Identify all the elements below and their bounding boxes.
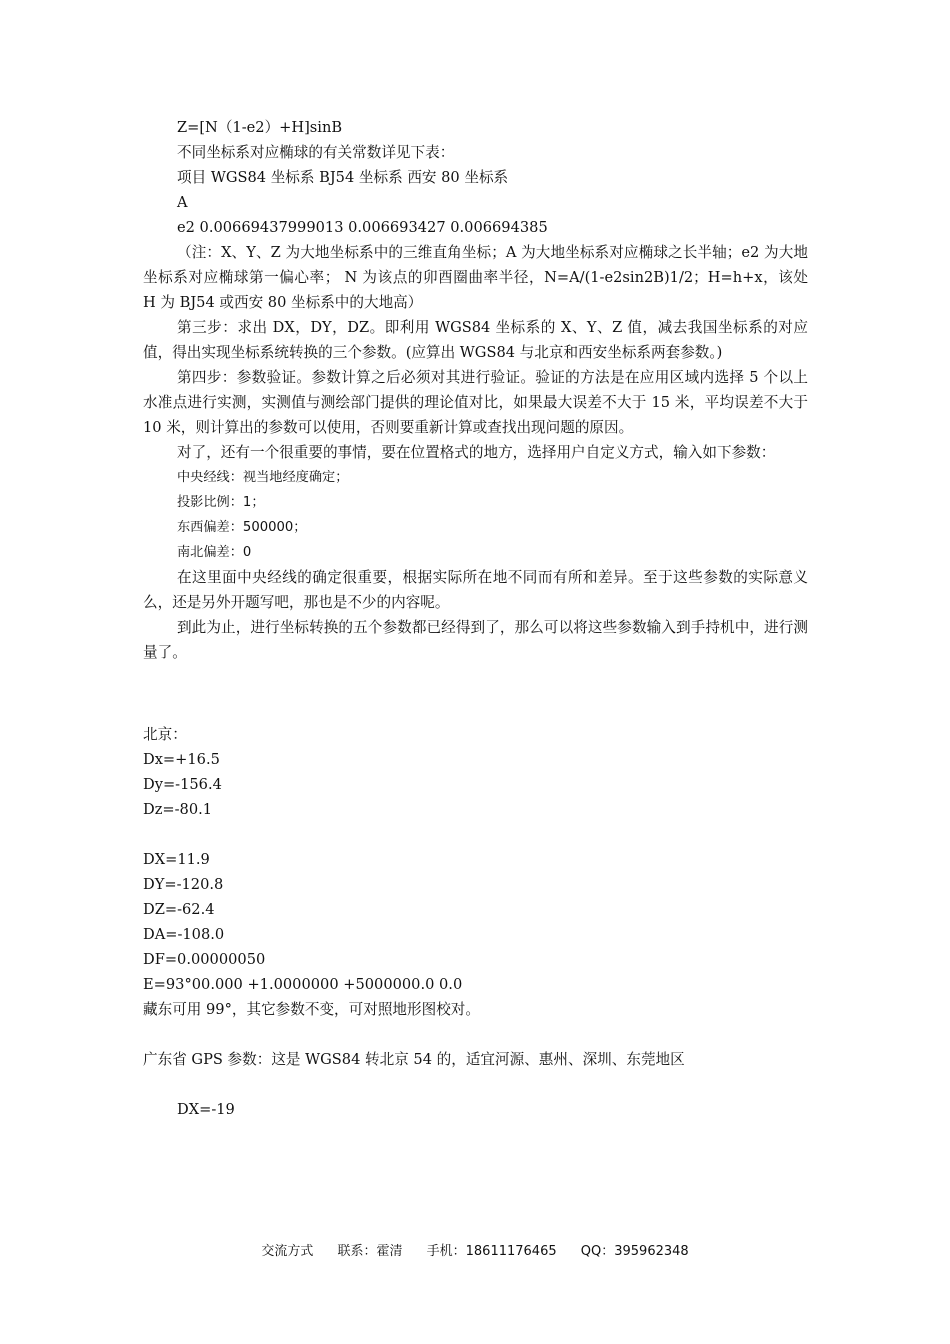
beijing-dz: Dz=-80.1 (143, 801, 213, 818)
param-df: DF=0.00000050 (143, 951, 266, 968)
footer-phone: 手机：18611176465 (426, 1244, 557, 1259)
document-body (143, 115, 808, 1122)
step4-paragraph: 第四步：参数验证。参数计算之后必须对其进行验证。验证的方法是在应用区域内选择 5 个以上水准点进行实测，实测值与测绘部门提供的理论值对比，如果最大误差不大于 15 米，平均误差不大于 10 米，则计算出的参数可以使用，否则要重新计算或查找出现问题的原因。 (143, 369, 808, 436)
central-meridian-note: 在这里面中央经线的确定很重要，根据实际所在地不同而有所和差异。至于这些参数的实际意义么，还是另外开题写吧，那也是不少的内容呢。 (143, 569, 808, 611)
param-false-easting: 东西偏差：500000； (177, 520, 307, 535)
table-header: 项目 WGS84 坐标系 BJ54 坐标系 西安 80 坐标系 (177, 169, 509, 186)
conclusion-paragraph: 到此为止，进行坐标转换的五个参数都已经得到了，那么可以将这些参数输入到手持机中，进行测量了。 (143, 619, 808, 661)
formula-z: Z=[N（1-e2）+H]sinB (177, 119, 343, 136)
footer-person: 联系：霍清 (337, 1244, 403, 1259)
param-da: DA=-108.0 (143, 926, 225, 943)
param-dx: DX=11.9 (143, 851, 210, 868)
blank-line (143, 1072, 808, 1097)
table-row-a: A (177, 194, 188, 211)
blank-line (143, 822, 808, 847)
tibet-note: 藏东可用 99°，其它参数不变，可对照地形图校对。 (143, 1001, 480, 1018)
footer-contact: 交流方式 (261, 1244, 314, 1259)
param-dz: DZ=-62.4 (143, 901, 215, 918)
param-central-meridian: 中央经线：视当地经度确定； (177, 470, 349, 485)
param-e: E=93°00.000 +1.0000000 +5000000.0 0.0 (143, 976, 463, 993)
important-paragraph: 对了，还有一个很重要的事情，要在位置格式的地方，选择用户自定义方式，输入如下参数： (177, 444, 776, 461)
section-spacer (143, 665, 808, 722)
beijing-dx: Dx=+16.5 (143, 751, 220, 768)
guangdong-dx: DX=-19 (177, 1101, 235, 1118)
note-paragraph: （注：X、Y、Z 为大地坐标系中的三维直角坐标；A 为大地坐标系对应椭球之长半轴；e2 为大地坐标系对应椭球第一偏心率； N 为该点的卯酉圈曲率半径，N=A/(1-e2sin2B)1/2；H=h+x，该处 H 为 BJ54 或西安 80 坐标系中的大地高） (143, 244, 808, 311)
page-footer (0, 1240, 950, 1259)
guangdong-heading: 广东省 GPS 参数：这是 WGS84 转北京 54 的，适宜河源、惠州、深圳、东莞地区 (143, 1051, 685, 1068)
beijing-label: 北京： (143, 726, 187, 743)
table-intro: 不同坐标系对应椭球的有关常数详见下表： (177, 144, 455, 161)
param-false-northing: 南北偏差：0 (177, 545, 252, 560)
footer-qq: QQ：395962348 (580, 1244, 689, 1259)
table-row-e2: e2 0.00669437999013 0.006693427 0.006694385 (177, 219, 548, 236)
blank-line (143, 1022, 808, 1047)
step3-paragraph: 第三步：求出 DX，DY，DZ。即利用 WGS84 坐标系的 X、Y、Z 值，减去我国坐标系的对应值，得出实现坐标系统转换的三个参数。(应算出 WGS84 与北京和西安坐标系两套参数。) (143, 319, 808, 361)
param-dy: DY=-120.8 (143, 876, 224, 893)
param-scale: 投影比例：1； (177, 495, 265, 510)
beijing-dy: Dy=-156.4 (143, 776, 222, 793)
